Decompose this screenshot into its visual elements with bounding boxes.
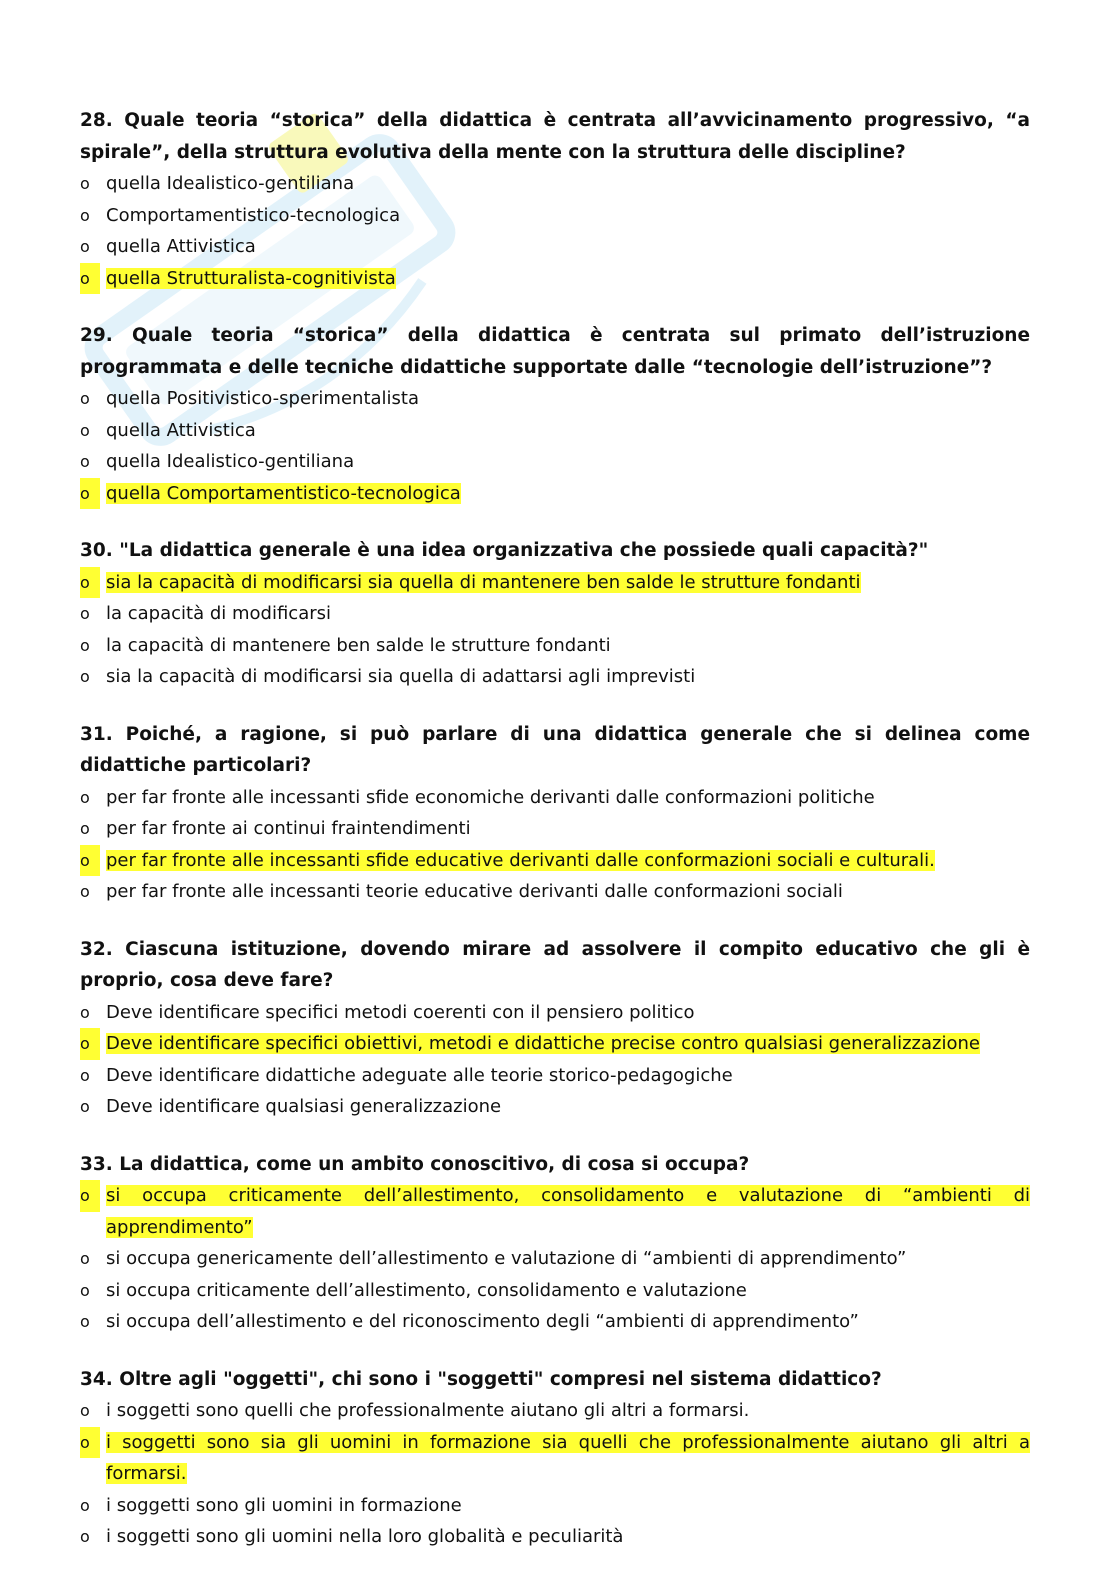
question-block — [80, 320, 1030, 509]
circle-bullet-icon: o — [80, 787, 90, 807]
answer-option — [80, 1091, 1030, 1123]
answer-option-correct — [80, 567, 1030, 599]
answer-option — [80, 630, 1030, 662]
answer-option-correct — [80, 478, 1030, 510]
option-text: si occupa criticamente dell’allestimento, consolidamento e valutazione di “ambienti di apprendimento” — [106, 1185, 1030, 1238]
question-text: 34. Oltre agli "oggetti", chi sono i "soggetti" compresi nel sistema didattico? — [80, 1368, 882, 1390]
option-text: per far fronte alle incessanti sfide educative derivanti dalle conformazioni sociali e culturali. — [106, 849, 935, 871]
question-block — [80, 934, 1030, 1123]
question-block — [80, 1149, 1030, 1338]
circle-bullet-icon: o — [80, 1527, 90, 1546]
question-text: 30. "La didattica generale è una idea organizzativa che possiede quali capacità?" — [80, 540, 929, 561]
circle-bullet-icon: o — [80, 205, 90, 225]
question-text: 33. La didattica, come un ambito conoscitivo, di cosa si occupa? — [80, 1153, 750, 1175]
option-text: quella Positivistico-sperimentalista — [106, 388, 420, 409]
circle-bullet-icon: o — [80, 1280, 90, 1300]
option-text: quella Attivistica — [106, 236, 256, 257]
option-text: per far fronte alle incessanti sfide economiche derivanti dalle conformazioni politiche — [106, 786, 875, 808]
circle-bullet-icon: o — [80, 882, 90, 901]
circle-bullet-icon: o — [80, 819, 90, 838]
option-text: sia la capacità di modificarsi sia quella di mantenere ben salde le strutture fondanti — [106, 571, 861, 593]
answer-option — [80, 1521, 1030, 1553]
option-text: si occupa dell’allestimento e del riconoscimento degli “ambienti di apprendimento” — [106, 1311, 859, 1332]
answer-option-correct — [80, 263, 1030, 295]
option-text: Deve identificare specifici obiettivi, metodi e didattiche precise contro qualsiasi generalizzazione — [106, 1033, 980, 1054]
option-text: i soggetti sono gli uomini nella loro globalità e peculiarità — [106, 1526, 624, 1547]
question-text: 29. Quale teoria “storica” della didattica è centrata sul primato dell’istruzione programmata e delle tecniche didattiche supportate dalle “tecnologie dell’istruzione”? — [80, 325, 1030, 378]
answer-option — [80, 168, 1030, 200]
circle-bullet-icon: o — [80, 1028, 100, 1060]
option-text: i soggetti sono gli uomini in formazione — [106, 1494, 462, 1516]
question-block — [80, 1364, 1030, 1553]
option-text: Deve identificare didattiche adeguate alle teorie storico-pedagogiche — [106, 1064, 733, 1086]
question-text: 28. Quale teoria “storica” della didattica è centrata all’avvicinamento progressivo, “a spirale”, della struttura evolutiva della mente con la struttura delle discipline? — [80, 110, 1030, 163]
answer-option — [80, 1395, 1030, 1427]
option-text: si occupa genericamente dell’allestimento e valutazione di “ambienti di apprendimento” — [106, 1248, 907, 1269]
answer-option — [80, 1306, 1030, 1338]
circle-bullet-icon: o — [80, 452, 90, 471]
circle-bullet-icon: o — [80, 237, 90, 256]
answer-option — [80, 446, 1030, 478]
circle-bullet-icon: o — [80, 420, 90, 440]
option-text: quella Idealistico-gentiliana — [106, 451, 355, 472]
circle-bullet-icon: o — [80, 478, 100, 510]
circle-bullet-icon: o — [80, 263, 100, 295]
circle-bullet-icon: o — [80, 845, 100, 877]
answer-option-correct — [80, 845, 1030, 877]
circle-bullet-icon: o — [80, 667, 90, 686]
question-block — [80, 719, 1030, 908]
options-list — [80, 782, 1030, 908]
option-text: sia la capacità di modificarsi sia quella di adattarsi agli imprevisti — [106, 666, 696, 687]
answer-option — [80, 231, 1030, 263]
options-list — [80, 1395, 1030, 1553]
option-text: si occupa criticamente dell’allestimento, consolidamento e valutazione — [106, 1279, 747, 1301]
option-text: i soggetti sono quelli che professionalmente aiutano gli altri a formarsi. — [106, 1400, 750, 1421]
circle-bullet-icon: o — [80, 567, 100, 599]
option-text: Deve identificare specifici metodi coerenti con il pensiero politico — [106, 1001, 695, 1023]
option-text: quella Attivistica — [106, 419, 256, 441]
answer-option-correct — [80, 1180, 1030, 1243]
question-text: 32. Ciascuna istituzione, dovendo mirare ad assolvere il compito educativo che gli è proprio, cosa deve fare? — [80, 938, 1030, 991]
circle-bullet-icon: o — [80, 604, 90, 623]
answer-option — [80, 415, 1030, 447]
circle-bullet-icon: o — [80, 1065, 90, 1085]
circle-bullet-icon: o — [80, 1002, 90, 1022]
answer-option-correct — [80, 1427, 1030, 1490]
circle-bullet-icon: o — [80, 1427, 100, 1459]
options-list — [80, 383, 1030, 509]
option-text: per far fronte ai continui fraintendimenti — [106, 818, 471, 839]
option-text: Deve identificare qualsiasi generalizzazione — [106, 1096, 502, 1117]
question-block — [80, 535, 1030, 693]
options-list — [80, 168, 1030, 294]
option-text: per far fronte alle incessanti teorie educative derivanti dalle conformazioni sociali — [106, 881, 843, 902]
circle-bullet-icon: o — [80, 1495, 90, 1515]
question-block — [80, 105, 1030, 294]
option-text: quella Comportamentistico-tecnologica — [106, 482, 461, 504]
circle-bullet-icon: o — [80, 1097, 90, 1116]
circle-bullet-icon: o — [80, 389, 90, 408]
option-text: quella Strutturalista-cognitivista — [106, 267, 396, 289]
circle-bullet-icon: o — [80, 1312, 90, 1331]
answer-option — [80, 876, 1030, 908]
circle-bullet-icon: o — [80, 1401, 90, 1420]
answer-option — [80, 782, 1030, 814]
quiz-page — [80, 105, 1030, 1579]
circle-bullet-icon: o — [80, 174, 90, 193]
answer-option — [80, 200, 1030, 232]
option-text: quella Idealistico-gentiliana — [106, 173, 355, 194]
option-text: la capacità di mantenere ben salde le strutture fondanti — [106, 634, 611, 656]
circle-bullet-icon: o — [80, 635, 90, 655]
answer-option — [80, 1060, 1030, 1092]
circle-bullet-icon: o — [80, 1180, 100, 1212]
answer-option — [80, 598, 1030, 630]
option-text: Comportamentistico-tecnologica — [106, 204, 401, 226]
option-text: i soggetti sono sia gli uomini in formazione sia quelli che professionalmente aiutano gli altri a formarsi. — [106, 1431, 1030, 1484]
answer-option-correct — [80, 1028, 1030, 1060]
answer-option — [80, 997, 1030, 1029]
answer-option — [80, 383, 1030, 415]
circle-bullet-icon: o — [80, 1249, 90, 1268]
options-list — [80, 997, 1030, 1123]
answer-option — [80, 1275, 1030, 1307]
options-list — [80, 567, 1030, 693]
answer-option — [80, 661, 1030, 693]
answer-option — [80, 1243, 1030, 1275]
answer-option — [80, 813, 1030, 845]
options-list — [80, 1180, 1030, 1338]
question-text: 31. Poiché, a ragione, si può parlare di una didattica generale che si delinea come didattiche particolari? — [80, 723, 1030, 776]
option-text: la capacità di modificarsi — [106, 603, 332, 624]
answer-option — [80, 1490, 1030, 1522]
